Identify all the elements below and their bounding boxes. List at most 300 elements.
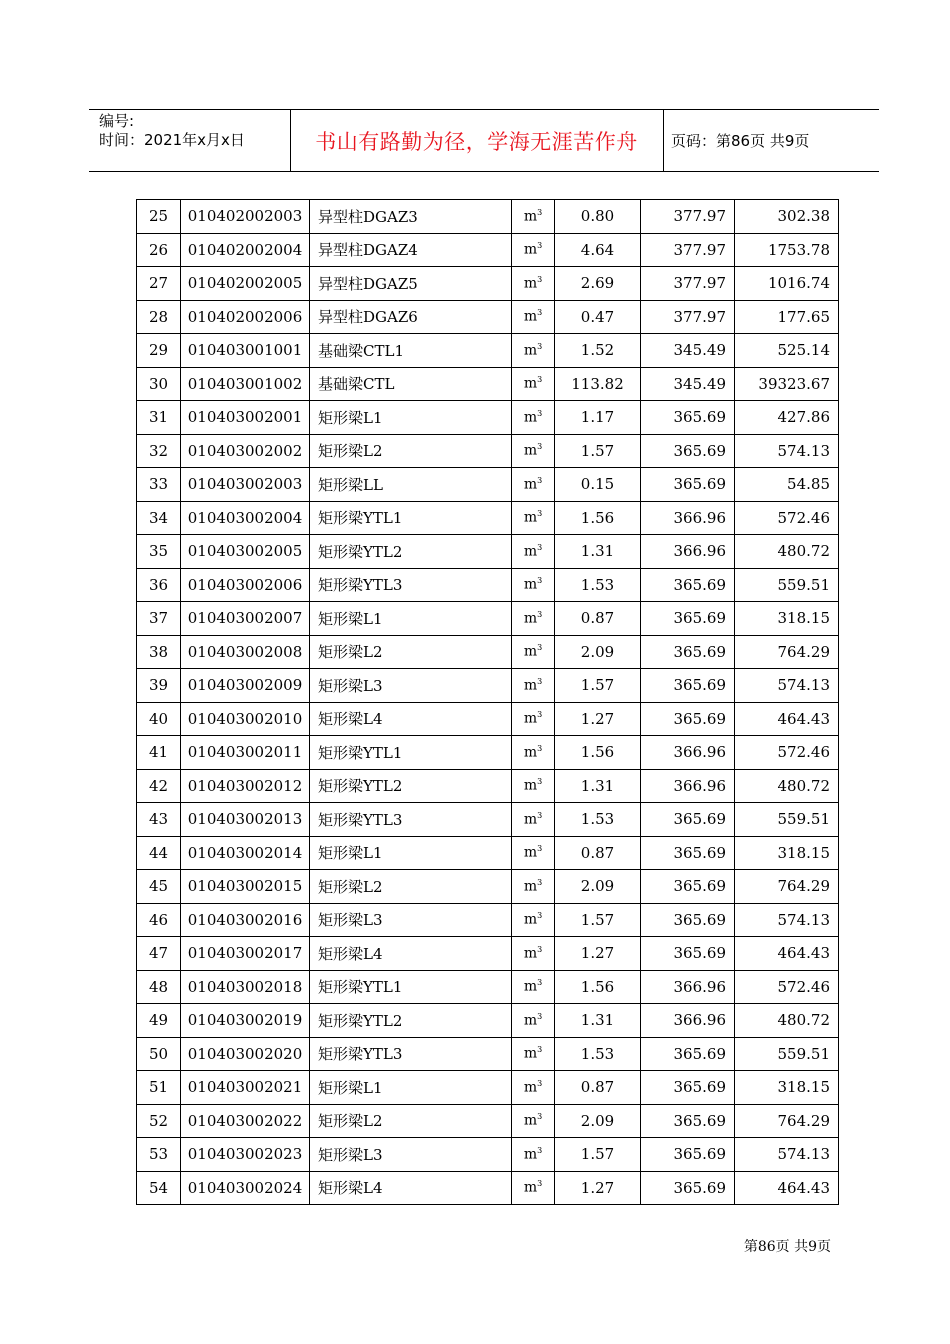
table-row (137, 501, 839, 535)
item-name: 异型柱DGAZ6 (310, 300, 512, 334)
unit-base: m (523, 744, 538, 761)
item-unit (512, 702, 555, 736)
item-unit (512, 870, 555, 904)
unit-base: m (523, 376, 538, 393)
item-unit-price: 365.69 (641, 836, 735, 870)
item-name: 矩形梁L2 (310, 1104, 512, 1138)
item-unit (512, 937, 555, 971)
row-number: 51 (137, 1071, 181, 1105)
row-number: 36 (137, 568, 181, 602)
item-unit-price: 377.97 (641, 200, 735, 234)
item-total: 764.29 (735, 870, 839, 904)
table-row (137, 769, 839, 803)
table-row (137, 1171, 839, 1205)
row-number: 25 (137, 200, 181, 234)
item-name: 矩形梁YTL1 (310, 970, 512, 1004)
item-name: 基础梁CTL1 (310, 334, 512, 368)
item-total: 480.72 (735, 1004, 839, 1038)
unit-exponent: 3 (537, 944, 543, 954)
table-row (137, 1071, 839, 1105)
item-name: 矩形梁L2 (310, 870, 512, 904)
item-unit (512, 836, 555, 870)
item-unit (512, 1004, 555, 1038)
item-code: 010403001002 (181, 367, 310, 401)
unit-exponent: 3 (537, 1078, 543, 1088)
unit-exponent: 3 (537, 1045, 543, 1055)
row-number: 29 (137, 334, 181, 368)
item-name: 基础梁CTL (310, 367, 512, 401)
item-quantity: 1.17 (555, 401, 641, 435)
unit-base: m (523, 1012, 538, 1029)
item-unit (512, 233, 555, 267)
item-quantity: 1.53 (555, 568, 641, 602)
unit-base: m (523, 309, 538, 326)
item-code: 010403002007 (181, 602, 310, 636)
item-total: 559.51 (735, 803, 839, 837)
item-total: 480.72 (735, 535, 839, 569)
item-total: 318.15 (735, 1071, 839, 1105)
item-quantity: 1.57 (555, 669, 641, 703)
item-unit-price: 365.69 (641, 1071, 735, 1105)
item-quantity: 2.09 (555, 870, 641, 904)
item-total: 1753.78 (735, 233, 839, 267)
item-code: 010402002006 (181, 300, 310, 334)
item-code: 010403002012 (181, 769, 310, 803)
item-total: 464.43 (735, 702, 839, 736)
item-unit-price: 365.69 (641, 401, 735, 435)
unit-base: m (523, 644, 538, 661)
item-unit-price: 366.96 (641, 736, 735, 770)
unit-exponent: 3 (537, 844, 543, 854)
item-quantity: 1.27 (555, 702, 641, 736)
item-unit-price: 365.69 (641, 870, 735, 904)
unit-exponent: 3 (537, 911, 543, 921)
item-unit (512, 736, 555, 770)
row-number: 50 (137, 1037, 181, 1071)
item-quantity: 1.27 (555, 937, 641, 971)
item-quantity: 1.56 (555, 501, 641, 535)
item-unit (512, 970, 555, 1004)
quantity-table (136, 199, 839, 1205)
item-unit (512, 602, 555, 636)
table-row (137, 367, 839, 401)
item-total: 464.43 (735, 1171, 839, 1205)
unit-exponent: 3 (537, 1179, 543, 1189)
row-number: 42 (137, 769, 181, 803)
item-name: 异型柱DGAZ5 (310, 267, 512, 301)
item-name: 矩形梁YTL3 (310, 568, 512, 602)
item-unit-price: 366.96 (641, 1004, 735, 1038)
item-code: 010403002009 (181, 669, 310, 703)
table-row (137, 803, 839, 837)
unit-exponent: 3 (537, 609, 543, 619)
unit-exponent: 3 (537, 777, 543, 787)
row-number: 54 (137, 1171, 181, 1205)
row-number: 44 (137, 836, 181, 870)
table-row (137, 300, 839, 334)
item-quantity: 1.57 (555, 434, 641, 468)
item-unit-price: 365.69 (641, 803, 735, 837)
item-total: 54.85 (735, 468, 839, 502)
item-name: 异型柱DGAZ4 (310, 233, 512, 267)
table-row (137, 736, 839, 770)
unit-base: m (523, 610, 538, 627)
item-name: 矩形梁L1 (310, 1071, 512, 1105)
table-row (137, 669, 839, 703)
item-name: 矩形梁YTL1 (310, 736, 512, 770)
item-unit-price: 365.69 (641, 669, 735, 703)
item-total: 559.51 (735, 1037, 839, 1071)
item-quantity: 1.31 (555, 535, 641, 569)
item-code: 010403002008 (181, 635, 310, 669)
item-code: 010403002005 (181, 535, 310, 569)
item-name: 矩形梁YTL3 (310, 1037, 512, 1071)
item-code: 010403002013 (181, 803, 310, 837)
unit-exponent: 3 (537, 810, 543, 820)
item-total: 559.51 (735, 568, 839, 602)
item-unit-price: 366.96 (641, 769, 735, 803)
table-row (137, 870, 839, 904)
item-name: 矩形梁L4 (310, 937, 512, 971)
item-code: 010403002018 (181, 970, 310, 1004)
table-row (137, 1104, 839, 1138)
table-row (137, 1004, 839, 1038)
item-code: 010403002024 (181, 1171, 310, 1205)
item-code: 010403002023 (181, 1138, 310, 1172)
unit-exponent: 3 (537, 442, 543, 452)
unit-exponent: 3 (537, 743, 543, 753)
unit-exponent: 3 (537, 1112, 543, 1122)
table-row (137, 200, 839, 234)
item-code: 010403002004 (181, 501, 310, 535)
item-name: 矩形梁L1 (310, 602, 512, 636)
row-number: 32 (137, 434, 181, 468)
row-number: 47 (137, 937, 181, 971)
item-total: 572.46 (735, 970, 839, 1004)
item-unit-price: 365.69 (641, 702, 735, 736)
item-code: 010403002002 (181, 434, 310, 468)
item-unit-price: 365.69 (641, 468, 735, 502)
row-number: 52 (137, 1104, 181, 1138)
unit-base: m (523, 1146, 538, 1163)
row-number: 49 (137, 1004, 181, 1038)
item-quantity: 0.47 (555, 300, 641, 334)
item-unit-price: 365.69 (641, 635, 735, 669)
item-name: 矩形梁YTL2 (310, 769, 512, 803)
item-name: 矩形梁L3 (310, 669, 512, 703)
unit-exponent: 3 (537, 1011, 543, 1021)
item-unit (512, 367, 555, 401)
item-unit (512, 468, 555, 502)
item-unit (512, 535, 555, 569)
unit-base: m (523, 845, 538, 862)
unit-exponent: 3 (537, 207, 543, 217)
item-total: 464.43 (735, 937, 839, 971)
table-row (137, 468, 839, 502)
item-code: 010403002003 (181, 468, 310, 502)
item-unit-price: 365.69 (641, 1171, 735, 1205)
item-unit (512, 635, 555, 669)
row-number: 34 (137, 501, 181, 535)
item-unit (512, 1138, 555, 1172)
item-total: 764.29 (735, 635, 839, 669)
unit-base: m (523, 1180, 538, 1197)
row-number: 53 (137, 1138, 181, 1172)
item-unit-price: 366.96 (641, 535, 735, 569)
item-total: 572.46 (735, 501, 839, 535)
unit-exponent: 3 (537, 341, 543, 351)
unit-exponent: 3 (537, 542, 543, 552)
item-unit (512, 434, 555, 468)
item-quantity: 1.52 (555, 334, 641, 368)
unit-base: m (523, 811, 538, 828)
item-quantity: 0.87 (555, 1071, 641, 1105)
unit-base: m (523, 208, 538, 225)
item-code: 010402002004 (181, 233, 310, 267)
item-unit (512, 803, 555, 837)
header-meta (99, 112, 245, 150)
item-unit-price: 365.69 (641, 1037, 735, 1071)
page-header (89, 109, 879, 172)
row-number: 37 (137, 602, 181, 636)
table-row (137, 434, 839, 468)
item-code: 010403002021 (181, 1071, 310, 1105)
item-quantity: 113.82 (555, 367, 641, 401)
item-total: 39323.67 (735, 367, 839, 401)
unit-base: m (523, 778, 538, 795)
item-total: 525.14 (735, 334, 839, 368)
item-total: 574.13 (735, 669, 839, 703)
item-code: 010403002022 (181, 1104, 310, 1138)
document-time-label: 时间：2021年x月x日 (99, 131, 245, 149)
item-code: 010402002003 (181, 200, 310, 234)
unit-base: m (523, 1046, 538, 1063)
item-unit (512, 401, 555, 435)
item-unit-price: 365.69 (641, 903, 735, 937)
table-body (137, 200, 839, 1205)
unit-base: m (523, 443, 538, 460)
item-unit (512, 769, 555, 803)
unit-base: m (523, 1113, 538, 1130)
item-code: 010403002001 (181, 401, 310, 435)
item-quantity: 1.27 (555, 1171, 641, 1205)
item-total: 574.13 (735, 434, 839, 468)
table-row (137, 568, 839, 602)
item-unit (512, 1037, 555, 1071)
item-name: 矩形梁YTL2 (310, 1004, 512, 1038)
unit-exponent: 3 (537, 676, 543, 686)
item-name: 矩形梁L1 (310, 401, 512, 435)
item-quantity: 1.31 (555, 769, 641, 803)
item-name: 矩形梁YTL1 (310, 501, 512, 535)
item-unit (512, 1104, 555, 1138)
item-code: 010403002015 (181, 870, 310, 904)
item-unit (512, 300, 555, 334)
item-unit (512, 1071, 555, 1105)
table-row (137, 937, 839, 971)
item-unit (512, 568, 555, 602)
item-quantity: 2.69 (555, 267, 641, 301)
row-number: 45 (137, 870, 181, 904)
item-quantity: 0.87 (555, 602, 641, 636)
unit-base: m (523, 979, 538, 996)
table-row (137, 1037, 839, 1071)
table-row (137, 233, 839, 267)
table-row (137, 602, 839, 636)
unit-base: m (523, 342, 538, 359)
unit-exponent: 3 (537, 241, 543, 251)
item-code: 010403002011 (181, 736, 310, 770)
item-total: 427.86 (735, 401, 839, 435)
unit-base: m (523, 878, 538, 895)
item-unit-price: 365.69 (641, 602, 735, 636)
unit-exponent: 3 (537, 576, 543, 586)
unit-exponent: 3 (537, 1145, 543, 1155)
unit-base: m (523, 409, 538, 426)
row-number: 39 (137, 669, 181, 703)
row-number: 46 (137, 903, 181, 937)
item-quantity: 0.15 (555, 468, 641, 502)
item-name: 异型柱DGAZ3 (310, 200, 512, 234)
item-quantity: 2.09 (555, 635, 641, 669)
unit-exponent: 3 (537, 978, 543, 988)
unit-exponent: 3 (537, 509, 543, 519)
item-quantity: 4.64 (555, 233, 641, 267)
item-unit-price: 345.49 (641, 367, 735, 401)
item-quantity: 1.57 (555, 1138, 641, 1172)
row-number: 26 (137, 233, 181, 267)
table-row (137, 1138, 839, 1172)
item-code: 010403002019 (181, 1004, 310, 1038)
item-name: 矩形梁YTL2 (310, 535, 512, 569)
unit-exponent: 3 (537, 408, 543, 418)
item-unit-price: 365.69 (641, 568, 735, 602)
item-unit-price: 366.96 (641, 501, 735, 535)
item-quantity: 1.31 (555, 1004, 641, 1038)
unit-base: m (523, 242, 538, 259)
unit-base: m (523, 1079, 538, 1096)
item-quantity: 1.57 (555, 903, 641, 937)
item-name: 矩形梁L4 (310, 702, 512, 736)
unit-base: m (523, 275, 538, 292)
item-quantity: 0.87 (555, 836, 641, 870)
item-unit-price: 365.69 (641, 1138, 735, 1172)
row-number: 40 (137, 702, 181, 736)
item-code: 010403002014 (181, 836, 310, 870)
item-name: 矩形梁YTL3 (310, 803, 512, 837)
item-total: 574.13 (735, 1138, 839, 1172)
document-number-label: 编号: (99, 112, 135, 130)
item-code: 010403002010 (181, 702, 310, 736)
table-row (137, 401, 839, 435)
row-number: 48 (137, 970, 181, 1004)
unit-exponent: 3 (537, 274, 543, 284)
item-unit-price: 377.97 (641, 233, 735, 267)
item-total: 318.15 (735, 602, 839, 636)
row-number: 43 (137, 803, 181, 837)
item-unit (512, 334, 555, 368)
row-number: 30 (137, 367, 181, 401)
item-name: 矩形梁LL (310, 468, 512, 502)
item-unit-price: 345.49 (641, 334, 735, 368)
item-unit (512, 501, 555, 535)
item-code: 010403002006 (181, 568, 310, 602)
unit-exponent: 3 (537, 308, 543, 318)
item-total: 302.38 (735, 200, 839, 234)
table-row (137, 836, 839, 870)
item-code: 010403001001 (181, 334, 310, 368)
item-total: 318.15 (735, 836, 839, 870)
row-number: 41 (137, 736, 181, 770)
header-motto: 书山有路勤为径，学海无涯苦作舟 (315, 129, 638, 154)
unit-exponent: 3 (537, 710, 543, 720)
item-unit (512, 903, 555, 937)
unit-base: m (523, 476, 538, 493)
item-code: 010402002005 (181, 267, 310, 301)
unit-base: m (523, 945, 538, 962)
table-row (137, 635, 839, 669)
item-unit-price: 365.69 (641, 1104, 735, 1138)
item-code: 010403002016 (181, 903, 310, 937)
item-total: 572.46 (735, 736, 839, 770)
unit-exponent: 3 (537, 643, 543, 653)
unit-base: m (523, 711, 538, 728)
table-row (137, 970, 839, 1004)
row-number: 27 (137, 267, 181, 301)
item-name: 矩形梁L2 (310, 434, 512, 468)
item-code: 010403002017 (181, 937, 310, 971)
item-code: 010403002020 (181, 1037, 310, 1071)
item-unit (512, 1171, 555, 1205)
item-total: 480.72 (735, 769, 839, 803)
item-unit (512, 669, 555, 703)
row-number: 28 (137, 300, 181, 334)
item-unit-price: 365.69 (641, 937, 735, 971)
unit-exponent: 3 (537, 375, 543, 385)
table-row (137, 334, 839, 368)
row-number: 31 (137, 401, 181, 435)
unit-base: m (523, 577, 538, 594)
table-row (137, 702, 839, 736)
unit-exponent: 3 (537, 877, 543, 887)
item-quantity: 1.53 (555, 803, 641, 837)
item-name: 矩形梁L3 (310, 1138, 512, 1172)
table-row (137, 267, 839, 301)
header-divider (663, 110, 664, 171)
unit-base: m (523, 510, 538, 527)
item-name: 矩形梁L4 (310, 1171, 512, 1205)
item-unit-price: 377.97 (641, 300, 735, 334)
item-quantity: 2.09 (555, 1104, 641, 1138)
item-unit-price: 377.97 (641, 267, 735, 301)
item-unit (512, 267, 555, 301)
header-page-number: 页码：第86页 共9页 (671, 132, 810, 150)
item-quantity: 1.56 (555, 736, 641, 770)
unit-base: m (523, 912, 538, 929)
item-name: 矩形梁L3 (310, 903, 512, 937)
page-footer: 第86页 共9页 (743, 1239, 831, 1255)
unit-base: m (523, 543, 538, 560)
row-number: 38 (137, 635, 181, 669)
table-row (137, 903, 839, 937)
row-number: 33 (137, 468, 181, 502)
item-unit-price: 365.69 (641, 434, 735, 468)
item-unit-price: 366.96 (641, 970, 735, 1004)
item-quantity: 1.56 (555, 970, 641, 1004)
unit-base: m (523, 677, 538, 694)
item-total: 574.13 (735, 903, 839, 937)
unit-exponent: 3 (537, 475, 543, 485)
